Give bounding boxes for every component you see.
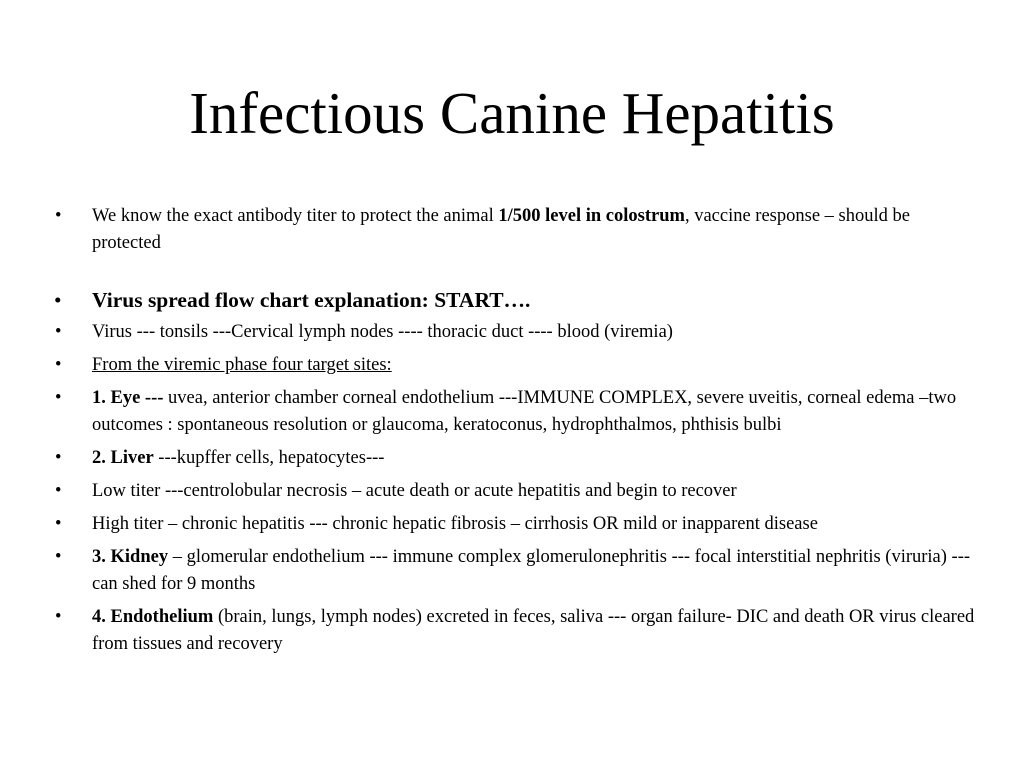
- target-site-kidney: 3. Kidney: [92, 547, 169, 567]
- bullet-item: [52, 544, 982, 598]
- bullet-text: Virus --- tonsils ---Cervical lymph nodes ---- thoracic duct ---- blood (viremia): [92, 322, 673, 342]
- bullet-icon: •: [55, 388, 62, 408]
- bullet-icon: •: [55, 514, 62, 534]
- bullet-item: [52, 604, 982, 658]
- bullet-text: – glomerular endothelium --- immune complex glomerulonephritis --- focal interstitial nephritis (viruria) --- can shed for 9 months: [92, 547, 971, 594]
- target-site-liver: 2. Liver: [92, 448, 154, 468]
- bullet-item: [52, 319, 982, 346]
- bullet-icon: •: [55, 355, 62, 375]
- bullet-text: High titer – chronic hepatitis --- chronic hepatic fibrosis – cirrhosis OR mild or inapparent disease: [92, 514, 818, 534]
- bullet-icon: •: [55, 547, 62, 567]
- underlined-subheading: From the viremic phase four target sites:: [92, 355, 392, 375]
- bullet-icon: •: [54, 288, 62, 312]
- bullet-text: Low titer ---centrolobular necrosis – acute death or acute hepatitis and begin to recover: [92, 481, 737, 501]
- bullet-list: [52, 203, 982, 664]
- flowchart-heading: Virus spread flow chart explanation: START….: [92, 288, 531, 312]
- bullet-text: We know the exact antibody titer to protect the animal: [92, 206, 499, 226]
- bullet-item-heading: [52, 285, 982, 315]
- bullet-item: [52, 352, 982, 379]
- bullet-text: , vaccine response – should be protected: [92, 206, 910, 253]
- bullet-icon: •: [55, 206, 62, 226]
- bullet-item: [52, 203, 982, 257]
- bullet-text: (brain, lungs, lymph nodes) excreted in feces, saliva --- organ failure- DIC and death OR virus cleared from tissues and recovery: [92, 607, 975, 654]
- slide-title: Infectious Canine Hepatitis: [189, 80, 835, 146]
- bullet-item: [52, 511, 982, 538]
- bullet-icon: •: [55, 607, 62, 627]
- bullet-item: [52, 445, 982, 472]
- target-site-endothelium: 4. Endothelium: [92, 607, 214, 627]
- bullet-text: uvea, anterior chamber corneal endothelium ---IMMUNE COMPLEX, severe uveitis, corneal edema –two outcomes : spontaneous resolution or glaucoma, keratoconus, hydrophthalmos, phthisis bulbi: [92, 388, 957, 435]
- bullet-item: [52, 385, 982, 439]
- target-site-eye: 1. Eye ---: [92, 388, 169, 408]
- bullet-icon: •: [55, 322, 62, 342]
- bullet-text: ---kupffer cells, hepatocytes---: [153, 448, 385, 468]
- bullet-icon: •: [55, 481, 62, 501]
- bullet-icon: •: [55, 448, 62, 468]
- bullet-item: [52, 478, 982, 505]
- bullet-bold-text: 1/500 level in colostrum: [498, 206, 685, 226]
